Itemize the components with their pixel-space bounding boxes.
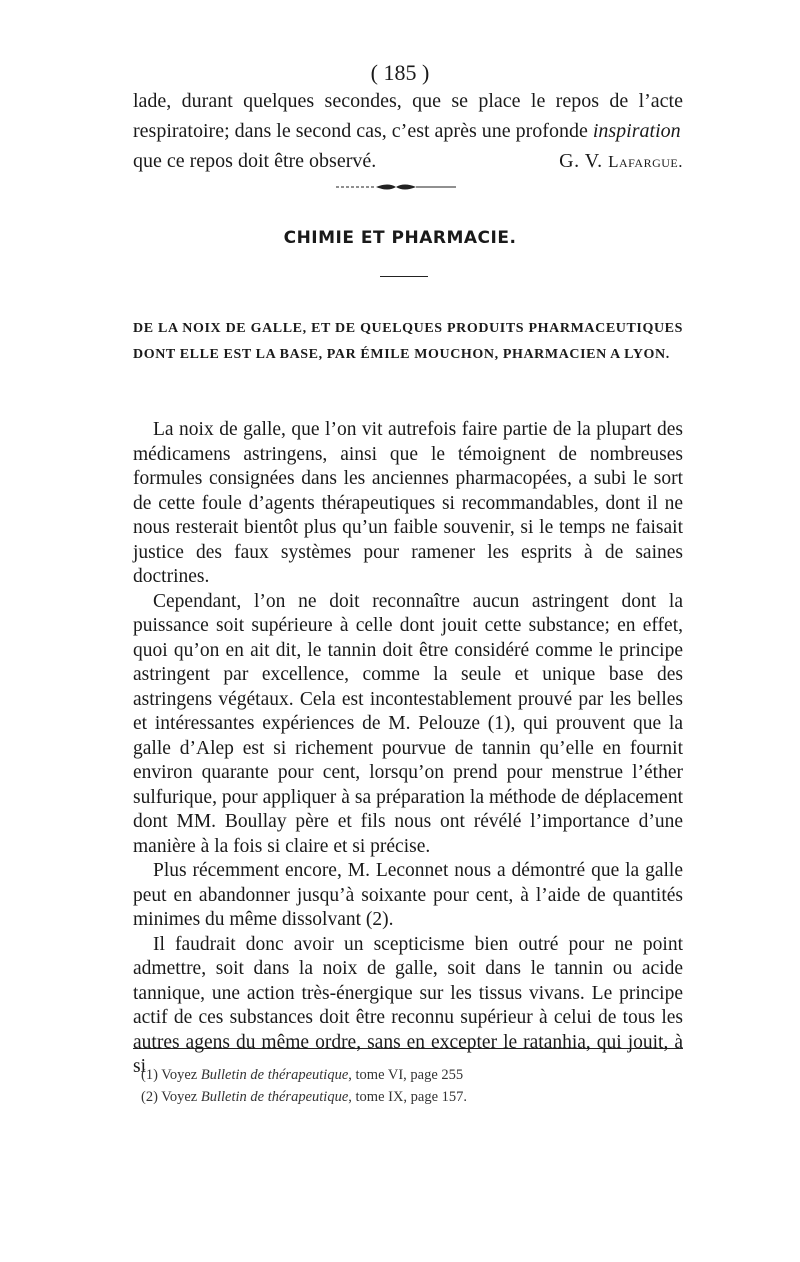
section-title: CHIMIE ET PHARMACIE. bbox=[283, 228, 517, 248]
footnote-2-mark: (2) Voyez bbox=[141, 1089, 201, 1105]
page-number: ( 185 ) bbox=[370, 60, 430, 85]
intro-text: lade, durant quelques secondes, que se place le repos de l’acte respiratoire; dans le second cas, c’est après une profonde bbox=[133, 90, 683, 142]
footnote-2-title: Bulletin de thérapeutique bbox=[200, 1089, 349, 1105]
paragraph-1: La noix de galle, que l’on vit autrefois faire partie de la plupart des médicamens astringens, ainsi que le témoignent de nombreuses formules consignées dans les anciennes pharmacopées, a subi le sort de cette foule d’agents thérapeutiques si recommandables, dont il ne nous resterait bientôt plus qu’un faible souvenir, si le temps ne faisait justice des faux systèmes pour ramener les esprits à de saines doctrines. bbox=[133, 419, 683, 587]
footnote-1-title: Bulletin de thérapeutique bbox=[200, 1067, 349, 1083]
footnote-1-mark: (1) Voyez bbox=[141, 1067, 201, 1083]
paragraph-4: Il faudrait donc avoir un scepticisme bien outré pour ne point admettre, soit dans la noix de galle, soit dans le tannin ou acide tannique, une action très-énergique sur les tissus vivans. Le principe actif de ces substances doit être reconnu supérieur à celui de tous les autres agens du même ordre, sans en excepter le ratanhia, qui jouit, à si bbox=[133, 933, 683, 1077]
paragraph-3: Plus récemment encore, M. Leconnet nous a démontré que la galle peut en abandonner jusqu’à soixante pour cent, à l’aide de quantités minimes du même dissolvant (2). bbox=[133, 860, 683, 930]
intro-text-after: que ce repos doit être observé. bbox=[133, 150, 377, 172]
signature bbox=[559, 146, 683, 177]
section-rule bbox=[380, 276, 428, 277]
signature-prefix: G. V. bbox=[559, 150, 609, 172]
article-title: DE LA NOIX DE GALLE, ET DE QUELQUES PRODUITS PHARMACEUTIQUES DONT ELLE EST LA BASE, PAR ÉMILE MOUCHON, PHARMACIEN A LYON. bbox=[133, 321, 683, 362]
intro-italic: inspiration bbox=[592, 120, 681, 142]
article-body bbox=[133, 418, 683, 1080]
paragraph-2: Cependant, l’on ne doit reconnaître aucun astringent dont la puissance soit supérieure à celle dont jouit cette substance; en effet, quoi qu’on en ait dit, le tannin doit être considéré comme le principe astringent par excellence, comme la seule et unique base des astringens végétaux. Cela est incontestablement prouvé par les belles et intéressantes expériences de M. Pelouze (1), qui prouvent que la galle d’Alep est si richement pourvue de tannin qu’elle en fournit environ quarante pour cent, lorsqu’on prend pour menstrue l’éther sulfurique, pour appliquer à sa préparation la méthode de déplacement dont MM. Boullay père et fils nous ont révélé l’importance d’une manière à la fois si claire et si précise. bbox=[133, 590, 683, 857]
footnote-1-rest: , tome VI, page 255 bbox=[348, 1067, 464, 1083]
ornament-divider bbox=[336, 182, 456, 192]
intro-paragraph bbox=[133, 86, 683, 177]
footnote-2 bbox=[133, 1086, 683, 1108]
footnotes bbox=[133, 1064, 683, 1108]
signature-name: Lafargue. bbox=[608, 152, 683, 171]
footnote-rule bbox=[133, 1048, 683, 1049]
footnote-1 bbox=[133, 1064, 683, 1086]
intro-closing-line bbox=[133, 146, 683, 177]
footnote-2-rest: , tome IX, page 157. bbox=[348, 1089, 468, 1105]
